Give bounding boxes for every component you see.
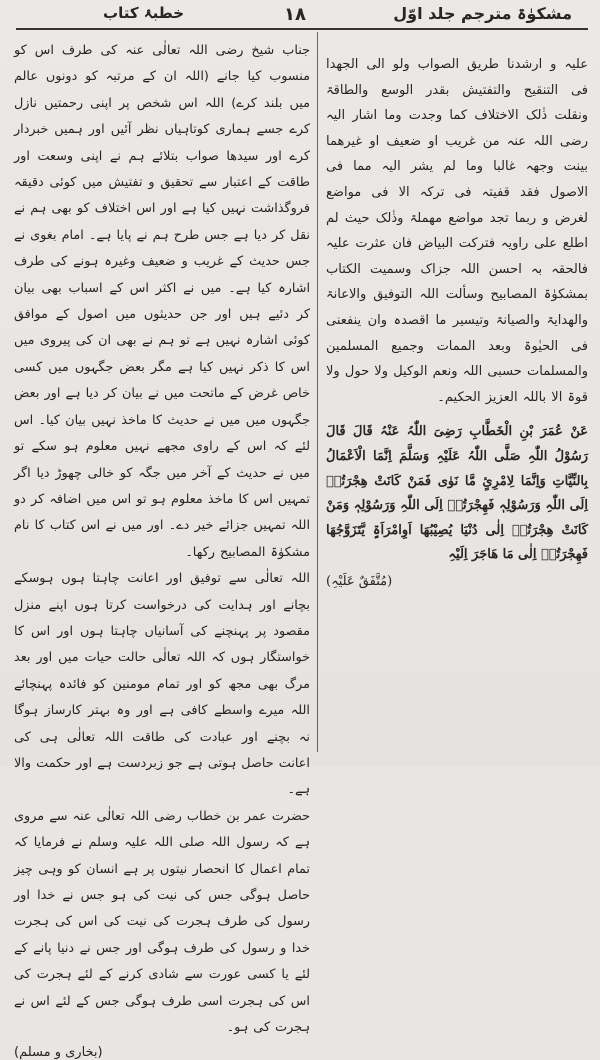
- hadith-reference: (مُتَّفَقٌ عَلَیْہِ): [326, 573, 393, 589]
- page-header: [0, 0, 600, 30]
- right-column: [326, 52, 588, 589]
- arabic-intro-text: علیہ و ارشدنا طریق الصواب ولو الی الجھدا فی التنقیح والتفتیش بقدر الوسع والطاقۃ ونقلت ذٰلک الاختلاف کما وجدت وما اشار الیہ رضی اللہ عنہ من غریب او ضعیف او غیرھما بینت وجھہ غالبا وما لم یشر الیہ مما فی الاصول فقد قفیتہ فی ترکہ الا فی مواضع لغرض و ربما تجد مواضع مھملۃ وذٰلک حیث لم اطلع علی راویہ فترکت البیاض فان عثرت علیہ فالحقہ بہ احسن اللہ جزاک وسمیت الکتاب بمشکوٰۃ المصابیح وسألت اللہ التوفیق والاعانۃ والھدایۃ والصیانۃ وتیسیر ما اقصدہ وان ینفعنی فی الحیٰوۃ وبعد الممات وجمیع المسلمین والمسلمات حسبی اللہ ونعم الوکیل ولا حول ولا قوۃ الا باللہ العزیز الحکیم۔: [326, 57, 588, 405]
- left-column: [14, 38, 310, 1060]
- column-divider: [317, 32, 318, 752]
- hadith-arabic-text: عَنْ عُمَرَ بْنِ الْخَطَّابِ رَضِیَ اللّٰہُ عَنْہُ قَالَ قَالَ رَسُوْلُ اللّٰہِ صَلَّی اللّٰہُ عَلَیْہِ وَسَلَّمَ اِنَّمَا الْاَعْمَالُ بِالنِّیَّاتِ وَاِنَّمَا لِامْرِئٍ مَّا نَوٰی فَمَنْ کَانَتْ ھِجْرَتُہٗ اِلَی اللّٰہِ وَرَسُوْلِہٖ فَھِجْرَتُہٗ اِلَی اللّٰہِ وَرَسُوْلِہٖ وَمَنْ کَانَتْ ھِجْرَتُہٗ اِلٰی دُنْیَا یُصِیْبُھَا اَوِامْرَاَۃٍ یَّتَزَوَّجُھَا فَھِجْرَتُہٗ اِلٰی مَا ھَاجَرَ اِلَیْہِ: [326, 424, 588, 563]
- hadith-source: (بخاری و مسلم): [14, 1045, 103, 1060]
- page-number: ۱۸: [284, 4, 306, 25]
- urdu-translation-text: حضرت عمر بن خطاب رضی اللہ تعالٰی عنہ سے مروی ہے کہ رسول اللہ صلی اللہ علیہ وسلم نے فرمایا کہ تمام اعمال کا انحصار نیتوں پر ہے انسان کو وہی چیز حاصل ہوگی جس کی نیت کی ہو جس نے خدا اور رسول کی طرف ہجرت کی نیت کی اس کی ہجرت خدا و رسول کی طرف ہوگی اور جس نے دنیا پانے کے لئے یا کسی عورت سے شادی کرنے کے لئے ہجرت کی اس کی ہجرت اسی طرف ہوگی جس کے لئے اس نے ہجرت کی ہو۔: [14, 808, 310, 1036]
- urdu-prayer-text: اللہ تعالٰی سے توفیق اور اعانت چاہتا ہوں ہوسکے بچانے اور ہدایت کی درخواست کرتا ہوں اپنے منزل مقصود پر پہنچنے کی آسانیاں چاہتا ہوں اور اس کا خواستگار ہوں کہ اللہ تعالٰی حالت حیات میں اور بعد مرگ بھی مجھ کو اور تمام مومنین کو فائدہ پہنچائے اللہ میرے واسطے کافی ہے اور وہ بہتر کارساز ہوگا نہ بچنے اور عبادت کی طاقت اللہ تعالٰی ہی کی اعانت حاصل ہوتی ہے جو زبردست ہے اور حکمت والا ہے۔: [14, 571, 310, 798]
- urdu-intro-text: جناب شیخ رضی اللہ تعالٰی عنہ کی طرف اس کو منسوب کیا جانے (اللہ ان کے مرتبہ کو دونوں عالم میں بلند کرے) اللہ اس شخص پر اپنی رحمتیں نازل کرے جسے ہماری کوتاہیاں نظر آئیں اور ہمیں خبردار کرے اور سیدھا صواب بتلائے ہم نے اپنی وسعت اور طاقت کے اعتبار سے تحقیق و تفتیش میں کوئی دقیقہ فروگذاشت نہیں کیا ہے اور اس اختلاف کو بھی ہم نے نقل کر دیا ہے جس طرح ہم نے پایا ہے۔ امام بغوی نے جس حدیث کے غریب و ضعیف وغیرہ ہونے کی طرف اشارہ کیا ہے۔ میں نے اکثر اس کے اسباب بھی بیان کر دئیے ہیں اور جن حدیثوں میں اصول کے موافق کوئی اشارہ نہیں ہے تو ہم نے بھی ان کی پیروی میں اس کا ذکر نہیں کیا ہے مگر بعض جگہوں میں کسی خاص غرض کے ماتحت میں نے بیان کر دیا ہے اور بعض جگہوں میں میں نے حدیث کا ماخذ نہیں بیان کیا۔ اس لئے کہ اس کے راوی مجھے نہیں معلوم ہو سکے تو میں نے حدیث کے آخر میں جگہ کو خالی چھوڑ دیا اگر تمہیں اس کا ماخذ معلوم ہو تو اس میں اضافہ کر دو اللہ تمہیں جزائے خیر دے۔ اور میں نے اس کتاب کا نام مشکوٰۃ المصابیح رکھا۔: [14, 43, 310, 560]
- header-rule: [16, 28, 588, 30]
- book-title: مشکوٰۃ مترجم جلد اوّل: [393, 4, 572, 23]
- chapter-title: خطبۂ کتاب: [103, 4, 185, 22]
